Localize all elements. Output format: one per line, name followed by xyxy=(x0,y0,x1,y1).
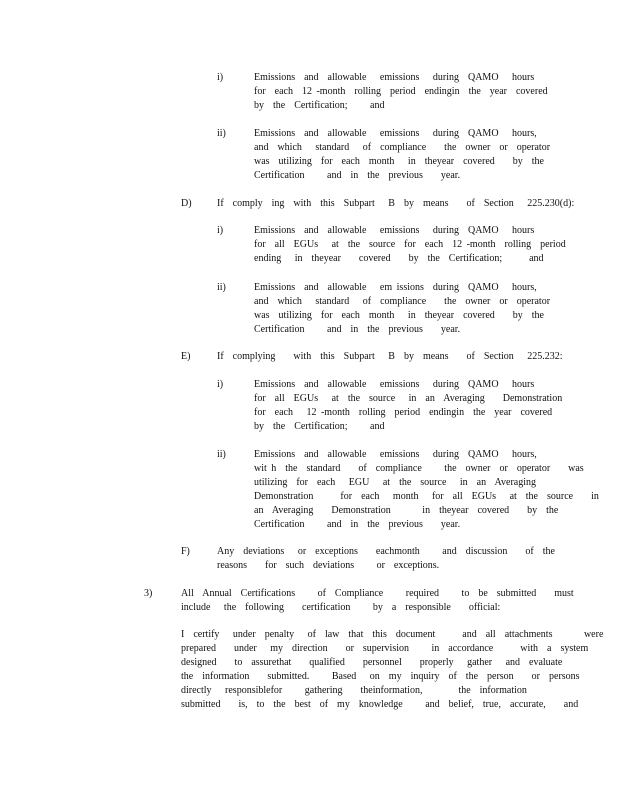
text-line: for each 12 -month rolling period endingin the year covered xyxy=(254,407,553,418)
text-line: and which standard of compliance the owner or operator xyxy=(254,296,551,307)
item-text xyxy=(254,281,550,337)
item-text xyxy=(254,378,562,434)
text-line: designed to assurethat qualified personnel properly gather and evaluate xyxy=(181,657,563,668)
item-text xyxy=(217,197,574,211)
text-line: Emissions and allowable emissions during QAMO hours xyxy=(254,72,535,83)
text-line: Emissions and allowable emissions during QAMO hours xyxy=(254,379,535,390)
item-label: E) xyxy=(181,351,191,362)
certification-statement xyxy=(181,628,603,712)
item-label: i) xyxy=(217,225,224,236)
item-text xyxy=(217,350,563,364)
text-line: Certification and in the previous year. xyxy=(254,519,461,530)
text-line: for each 12 -month rolling period endingin the year covered xyxy=(254,86,548,97)
item-text xyxy=(254,127,550,183)
text-line: Emissions and allowable emissions during QAMO hours, xyxy=(254,128,537,139)
item-label: i) xyxy=(217,379,224,390)
item-text xyxy=(254,448,599,532)
text-line: submitted is, to the best of my knowledge and belief, true, accurate, and xyxy=(181,699,579,710)
item-text xyxy=(254,71,548,113)
text-line: Emissions and allowable emissions during QAMO hours, xyxy=(254,449,537,460)
item-label: ii) xyxy=(217,282,226,293)
text-line: Certification and in the previous year. xyxy=(254,324,461,335)
item-label: F) xyxy=(181,546,190,557)
text-line: was utilizing for each month in theyear covered by the xyxy=(254,310,544,321)
text-line: for all EGUs at the source in an Averaging Demonstration xyxy=(254,393,563,404)
text-line: Demonstration for each month for all EGUs at the source in xyxy=(254,491,599,502)
text-line: by the Certification; and xyxy=(254,100,385,111)
text-line: ending in theyear covered by the Certification; and xyxy=(254,253,544,264)
text-line: prepared under my direction or supervision in accordance with a system xyxy=(181,643,589,654)
text-line: and which standard of compliance the owner or operator xyxy=(254,142,551,153)
text-line: reasons for such deviations or exceptions. xyxy=(217,560,440,571)
text-line: include the following certification by a responsible official: xyxy=(181,602,501,613)
item-label: D) xyxy=(181,198,192,209)
text-line: If complying with this Subpart B by means of Section 225.232: xyxy=(217,351,563,362)
item-text xyxy=(181,587,574,615)
item-text xyxy=(254,224,566,266)
item-label: ii) xyxy=(217,449,226,460)
text-line: wit h the standard of compliance the owner or operator was xyxy=(254,463,584,474)
text-line: I certify under penalty of law that this document and all attachments were xyxy=(181,629,604,640)
item-label: 3) xyxy=(144,588,153,599)
text-line: Certification and in the previous year. xyxy=(254,170,461,181)
text-line: utilizing for each EGU at the source in an Averaging xyxy=(254,477,537,488)
text-line: If comply ing with this Subpart B by means of Section 225.230(d): xyxy=(217,198,575,209)
text-line: directly responsiblefor gathering theinformation, the information xyxy=(181,685,527,696)
text-line: for all EGUs at the source for each 12 -month rolling period xyxy=(254,239,566,250)
text-line: by the Certification; and xyxy=(254,421,385,432)
text-line: Emissions and allowable em issions during QAMO hours, xyxy=(254,282,537,293)
text-line: an Averaging Demonstration in theyear covered by the xyxy=(254,505,559,516)
item-text xyxy=(217,545,555,573)
item-label: ii) xyxy=(217,128,226,139)
text-line: All Annual Certifications of Compliance required to be submitted must xyxy=(181,588,574,599)
text-line: the information submitted. Based on my inquiry of the person or persons xyxy=(181,671,580,682)
text-line: was utilizing for each month in theyear covered by the xyxy=(254,156,544,167)
text-line: Emissions and allowable emissions during QAMO hours xyxy=(254,225,535,236)
text-line: Any deviations or exceptions eachmonth and discussion of the xyxy=(217,546,555,557)
item-label: i) xyxy=(217,72,224,83)
